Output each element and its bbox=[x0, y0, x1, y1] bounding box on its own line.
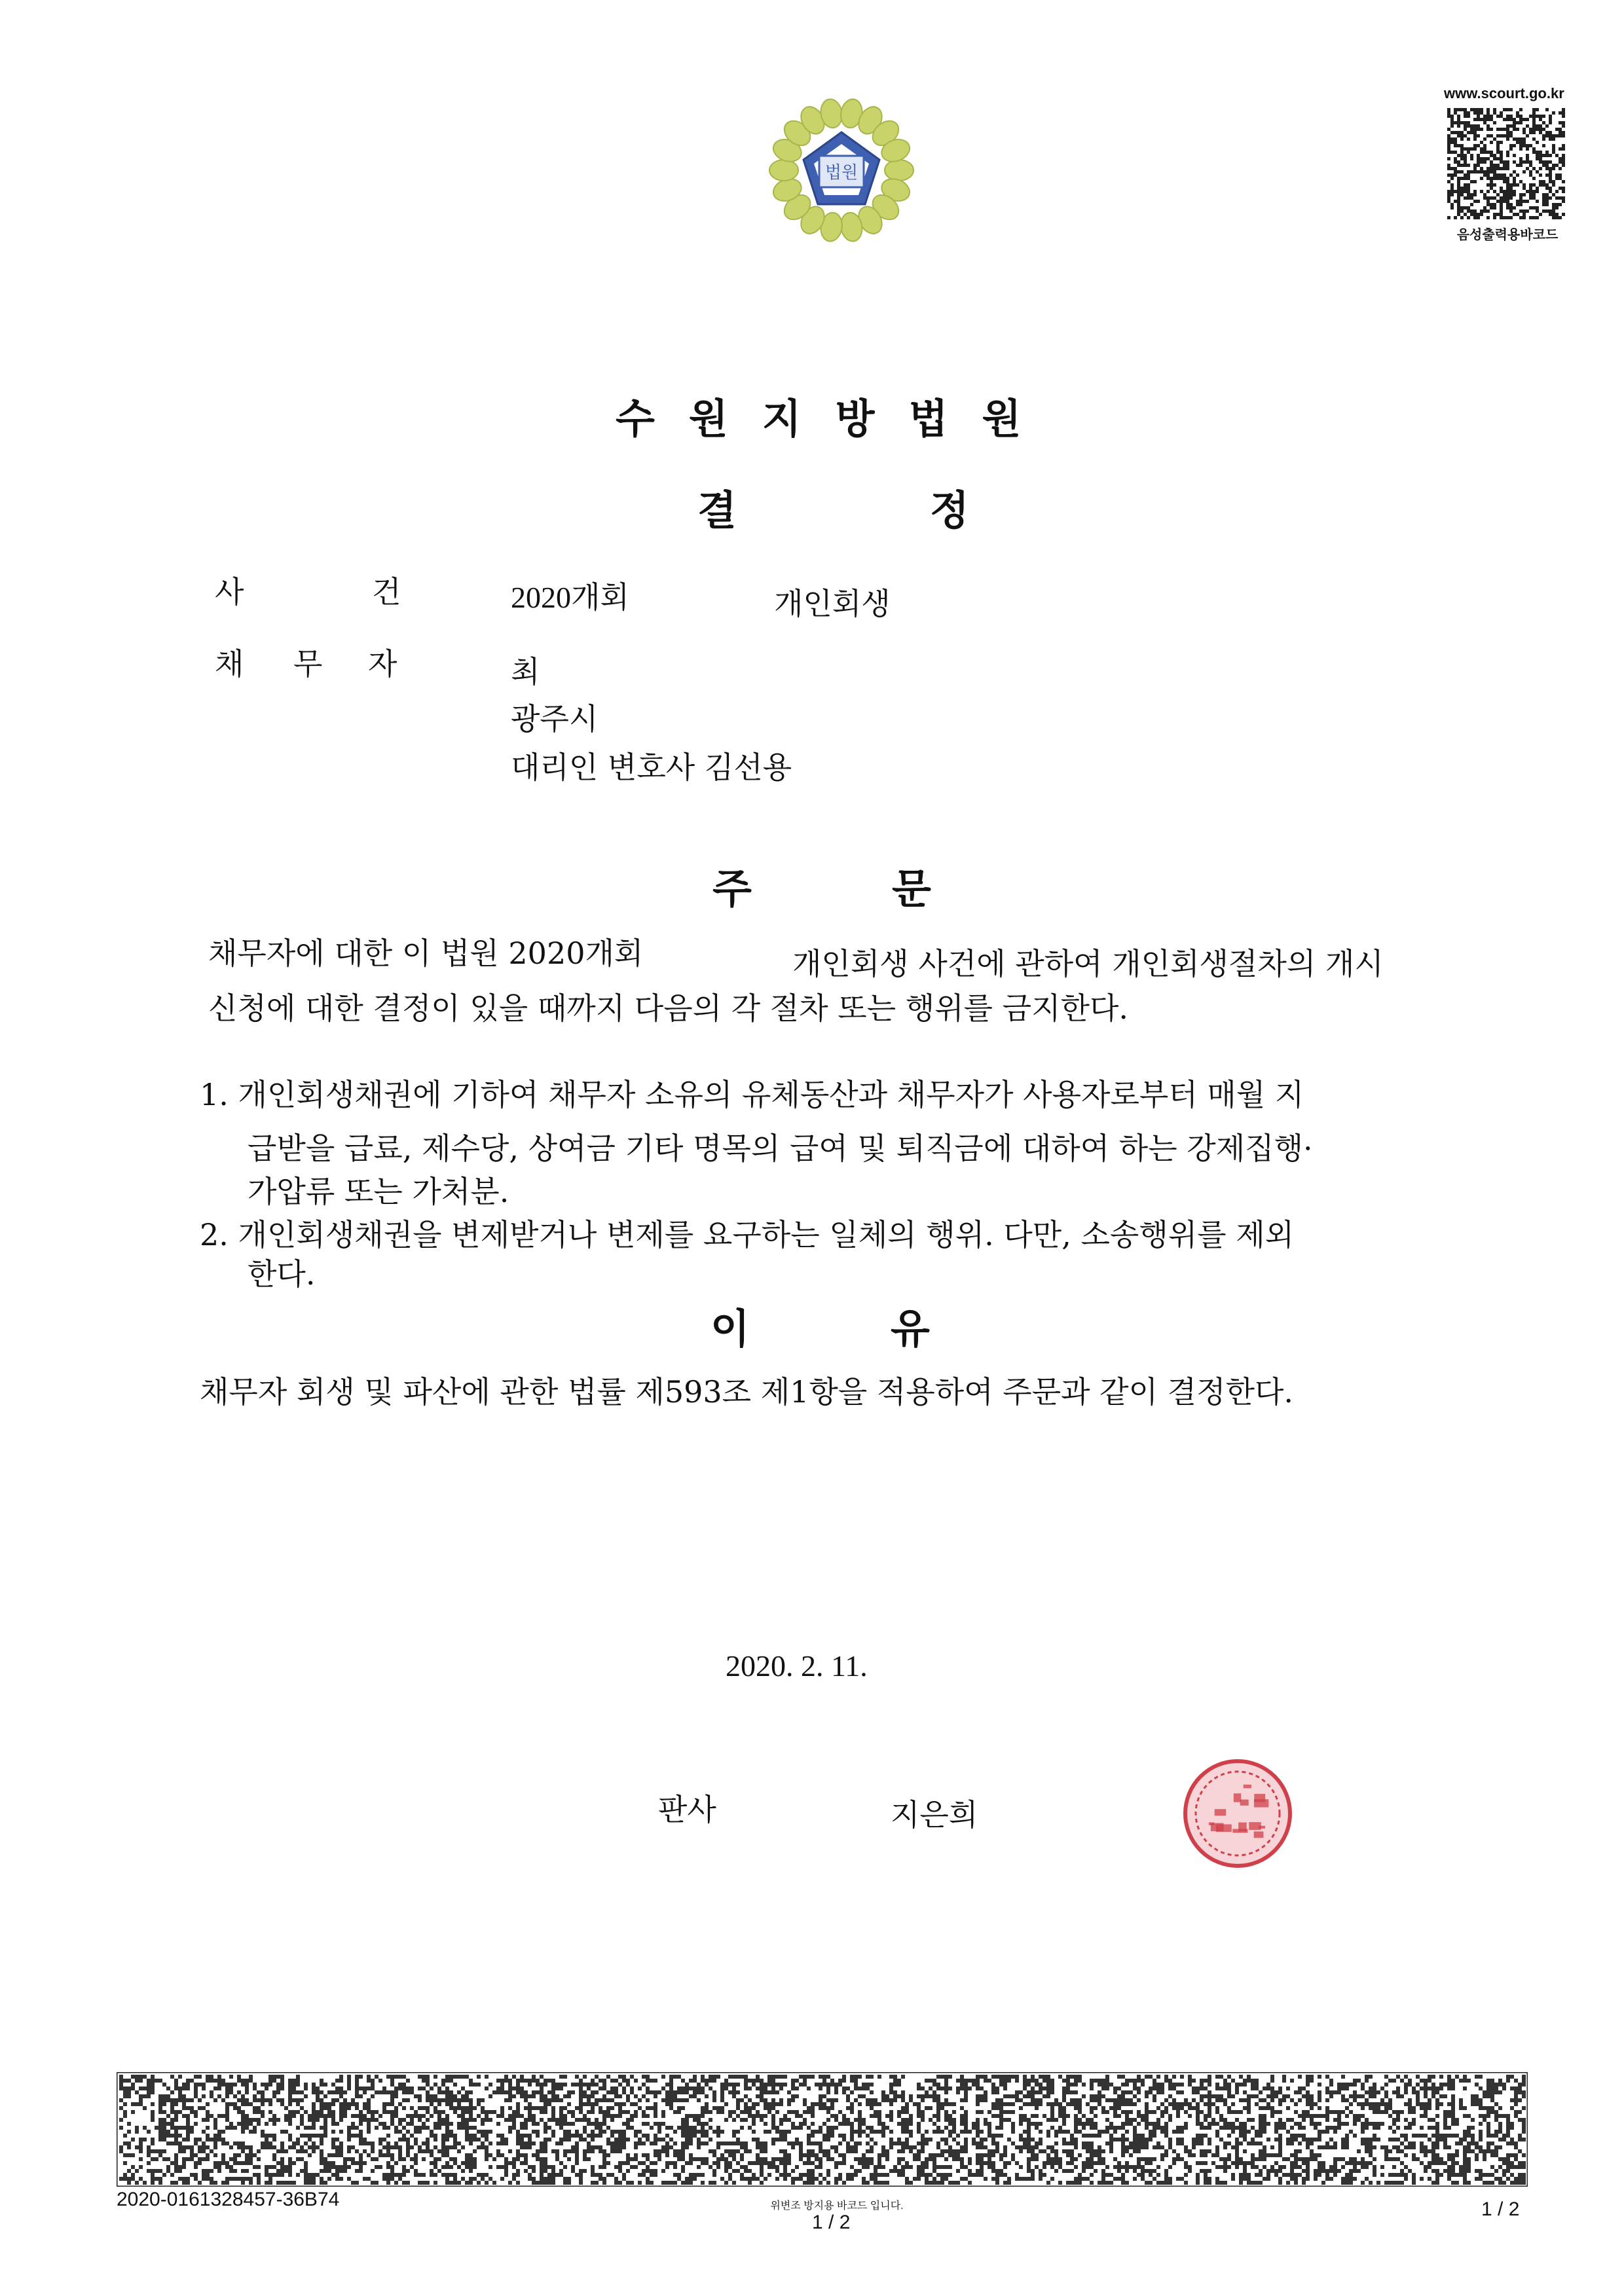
order-text-line1-end: 개인회생 사건에 관하여 개인회생절차의 개시 bbox=[792, 946, 1384, 981]
reason-heading-part-1: 이 bbox=[710, 1305, 750, 1353]
debtor-agent: 대리인 변호사 김선용 bbox=[511, 750, 792, 785]
case-label-part-1: 사 bbox=[215, 574, 244, 610]
case-label-part-2: 건 bbox=[372, 574, 401, 610]
debtor-label-part-3: 자 bbox=[368, 646, 397, 682]
order-heading-part-1: 주 bbox=[712, 865, 752, 913]
voice-output-barcode bbox=[1447, 108, 1565, 219]
page-number-right: 1 / 2 bbox=[1481, 2198, 1520, 2220]
judge-name: 지은희 bbox=[891, 1797, 978, 1832]
court-emblem-logo bbox=[763, 92, 920, 249]
barcode-caption: 음성출력용바코드 bbox=[1456, 228, 1559, 242]
anti-forgery-barcode bbox=[117, 2072, 1528, 2187]
order-item-1-line-1: 1. 개인회생채권에 기하여 채무자 소유의 유체동산과 채무자가 사용자로부터 매월 지 bbox=[200, 1077, 1304, 1112]
emblem-text: 법원 bbox=[824, 163, 858, 183]
debtor-label-part-1: 채 bbox=[215, 646, 244, 682]
decision-date: 2020. 2. 11. bbox=[726, 1649, 868, 1683]
barcode-note: 위변조 방지용 바코드 입니다. bbox=[770, 2200, 904, 2212]
case-type: 개인회생 bbox=[774, 586, 891, 621]
page-number-center: 1 / 2 bbox=[812, 2212, 851, 2233]
case-number: 2020개회 bbox=[511, 581, 629, 614]
order-item-2-line-2: 한다. bbox=[248, 1256, 316, 1292]
document-code: 2020-0161328457-36B74 bbox=[117, 2189, 340, 2210]
court-website-url: www.scourt.go.kr bbox=[1444, 85, 1564, 101]
order-text-line2: 신청에 대한 결정이 있을 때까지 다음의 각 절차 또는 행위를 금지한다. bbox=[208, 991, 1129, 1026]
order-text-line1-start: 채무자에 대한 이 법원 2020개회 bbox=[208, 936, 644, 971]
document-title-part-1: 결 bbox=[697, 486, 737, 534]
order-item-1-line-3: 가압류 또는 가처분. bbox=[248, 1174, 509, 1209]
reason-text: 채무자 회생 및 파산에 관한 법률 제593조 제1항을 적용하여 주문과 같이 결정한다. bbox=[200, 1374, 1294, 1410]
reason-heading-part-2: 유 bbox=[891, 1305, 930, 1353]
court-name: 수원지방법원 bbox=[616, 395, 1056, 443]
judge-label: 판사 bbox=[658, 1792, 716, 1827]
document-title-part-2: 정 bbox=[930, 486, 969, 534]
debtor-address: 광주시 bbox=[511, 701, 599, 737]
order-heading-part-2: 문 bbox=[892, 865, 931, 913]
debtor-label-part-2: 무 bbox=[293, 646, 323, 682]
order-item-2-line-1: 2. 개인회생채권을 변제받거나 변제를 요구하는 일체의 행위. 다만, 소송행위를 제외 bbox=[200, 1217, 1295, 1252]
judge-seal-stamp bbox=[1179, 1755, 1297, 1872]
order-item-1-line-2: 급받을 급료, 제수당, 상여금 기타 명목의 급여 및 퇴직금에 대하여 하는 강제집행· bbox=[248, 1131, 1313, 1166]
debtor-name: 최 bbox=[511, 654, 540, 689]
